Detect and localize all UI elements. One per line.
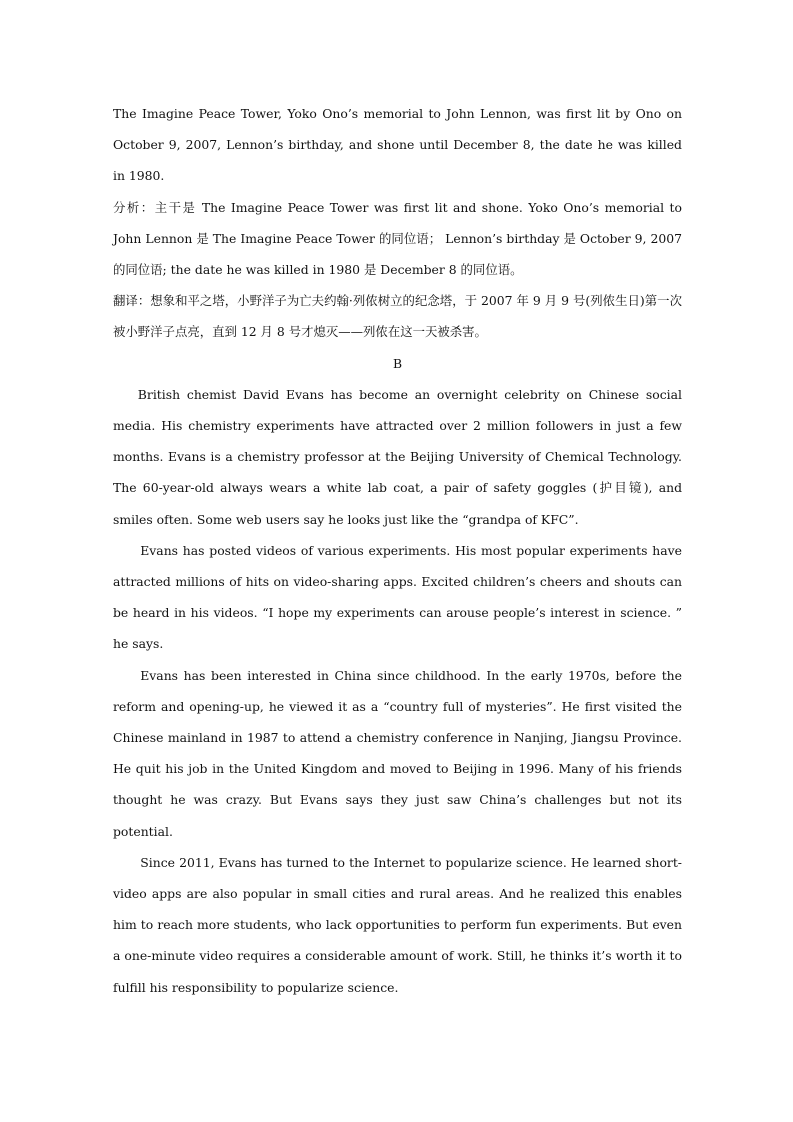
passage-paragraph-3: Evans has been interested in China since childhood. In the early 1970s, before the reform and opening-up, he viewed it as a “country full of mysteries”. He first visited the Chinese mainland in 1987 to attend a chemistry conference in Nanjing, Jiangsu Province. He quit his job in the United Kingdom and moved to Beijing in 1996. Many of his friends thought he was crazy. But Evans says they just saw China’s challenges but not its potential. [113,667,682,839]
document-page [113,98,682,1003]
passage-paragraph-1: British chemist David Evans has become an overnight celebrity on Chinese social media. His chemistry experiments have attracted over 2 million followers in just a few months. Evans is a chemistry professor at the Beijing University of Chemical Technology. The 60-year-old always wears a white lab coat, a pair of safety goggles (护目镜), and smiles often. Some web users say he looks just like the “grandpa of KFC”. [113,386,682,527]
passage-paragraph-2: Evans has posted videos of various experiments. His most popular experiments have attracted millions of hits on video-sharing apps. Excited children’s cheers and shouts can be heard in his videos. “I hope my experiments can arouse people’s interest in science. ” he says. [113,542,682,652]
analysis-paragraph: 分析：主干是 The Imagine Peace Tower was first lit and shone. Yoko Ono’s memorial to John Lennon 是 The Imagine Peace Tower 的同位语； Lennon’s birthday 是 October 9, 2007 的同位语; the date he was killed in 1980 是 December 8 的同位语。 [113,199,682,278]
passage-paragraph-4: Since 2011, Evans has turned to the Internet to popularize science. He learned short-video apps are also popular in small cities and rural areas. And he realized this enables him to reach more students, who lack opportunities to perform fun experiments. But even a one-minute video requires a considerable amount of work. Still, he thinks it’s worth it to fulfill his responsibility to popularize science. [113,854,682,995]
translation-paragraph: 翻译：想象和平之塔，小野洋子为亡夫约翰·列侬树立的纪念塔，于 2007 年 9 月 9 号(列侬生日)第一次被小野洋子点亮，直到 12 月 8 号才熄灭——列侬在这一天被杀害。 [113,293,682,340]
section-label: B [392,355,403,371]
intro-sentence: The Imagine Peace Tower, Yoko Ono’s memorial to John Lennon, was first lit by Ono on October 9, 2007, Lennon’s birthday, and shone until December 8, the date he was killed in 1980. [113,106,682,184]
